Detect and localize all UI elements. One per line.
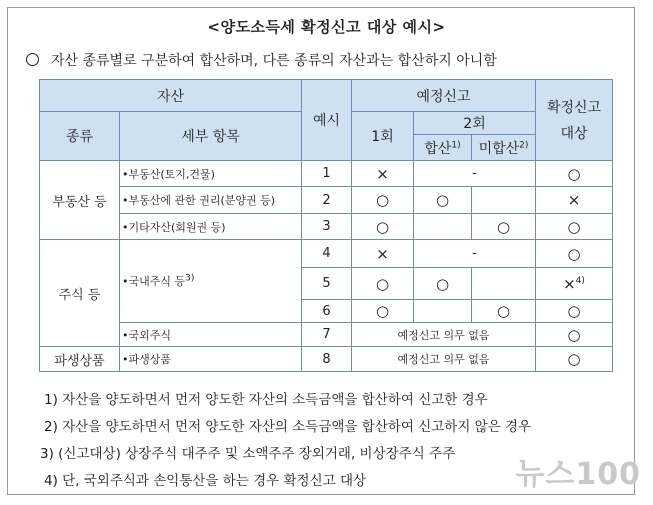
header-detail: 세부 항목 [120, 112, 302, 161]
intro-line [26, 50, 497, 70]
prelim-not-required: 예정신고 의무 없음 [352, 323, 536, 347]
page-title: <양도소득세 확정신고 대상 예시> [207, 18, 446, 36]
prelim-not-required: 예정신고 의무 없음 [352, 347, 536, 372]
final-mark: ○ [536, 300, 613, 323]
detail-real-estate-3: •기타자산(회원권 등) [120, 214, 302, 240]
second-mark: - [414, 161, 536, 187]
detail-derivatives: •파생상품 [120, 347, 302, 372]
intro-text: 자산 종류별로 구분하여 합산하며, 다른 종류의 자산과는 합산하지 아니함 [51, 53, 497, 69]
first-mark: ○ [352, 187, 414, 214]
bullet-circle-icon [26, 53, 39, 66]
not-summed-mark: ○ [472, 300, 536, 323]
first-mark: ○ [352, 268, 414, 300]
first-mark: ○ [352, 300, 414, 323]
example-number: 8 [302, 347, 352, 372]
type-derivatives: 파생상품 [40, 347, 120, 372]
footnote-2: 2) 자산을 양도하면서 먼저 양도한 자산의 소득금액을 합산하여 신고하지 않은 경우 [44, 419, 532, 435]
final-mark: ×$^{4)}$ [536, 268, 613, 300]
final-mark: ○ [536, 240, 613, 268]
first-mark: × [352, 240, 414, 268]
header-final-target-line2: 대상 [560, 126, 588, 142]
header-example: 예시 [302, 80, 352, 161]
final-filing-table [39, 79, 613, 372]
not-summed-mark: ○ [472, 214, 536, 240]
table-row [40, 240, 613, 268]
example-number: 7 [302, 323, 352, 347]
header-summed: 합산$^{1)}$ [414, 135, 472, 161]
summed-mark [414, 214, 472, 240]
final-mark: ○ [536, 214, 613, 240]
table-row [40, 161, 613, 187]
first-mark: ○ [352, 214, 414, 240]
not-summed-mark [472, 187, 536, 214]
table-row [40, 347, 613, 372]
example-number: 1 [302, 161, 352, 187]
table-row [40, 187, 613, 214]
header-second: 2회 [414, 112, 536, 135]
table-row [40, 323, 613, 347]
final-mark: ○ [536, 161, 613, 187]
final-mark: ○ [536, 323, 613, 347]
footnote-3: 3) (신고대상) 상장주식 대주주 및 소액주주 장외거래, 비상장주식 주주 [40, 446, 456, 462]
not-summed-mark [472, 268, 536, 300]
header-not-summed: 미합산$^{2)}$ [472, 135, 536, 161]
header-final-target [536, 80, 613, 161]
header-first: 1회 [352, 112, 414, 161]
final-mark: × [536, 187, 613, 214]
watermark-logo: 뉴스100 [515, 457, 641, 492]
header-final-target-line1: 확정신고 [546, 100, 602, 116]
summed-mark [414, 300, 472, 323]
header-prelim: 예정신고 [352, 80, 536, 112]
example-number: 4 [302, 240, 352, 268]
example-number: 2 [302, 187, 352, 214]
footnote-1: 1) 자산을 양도하면서 먼저 양도한 자산의 소득금액을 합산하여 신고한 경우 [44, 392, 488, 408]
header-type: 종류 [40, 112, 120, 161]
summed-mark: ○ [414, 268, 472, 300]
detail-real-estate-1: •부동산(토지,건물) [120, 161, 302, 187]
detail-real-estate-2: •부동산에 관한 권리(분양권 등) [120, 187, 302, 214]
type-stocks: 주식 등 [40, 240, 120, 347]
summed-mark: ○ [414, 187, 472, 214]
first-mark: × [352, 161, 414, 187]
detail-foreign-stocks: •국외주식 [120, 323, 302, 347]
example-number: 3 [302, 214, 352, 240]
second-mark: - [414, 240, 536, 268]
example-number: 6 [302, 300, 352, 323]
detail-domestic-stocks: •국내주식 등$^{3)}$ [120, 240, 302, 323]
footnote-4: 4) 단, 국외주식과 손익통산을 하는 경우 확정신고 대상 [44, 473, 367, 489]
final-mark: ○ [536, 347, 613, 372]
header-asset: 자산 [40, 80, 302, 112]
type-real-estate: 부동산 등 [40, 161, 120, 240]
table-row [40, 214, 613, 240]
example-number: 5 [302, 268, 352, 300]
